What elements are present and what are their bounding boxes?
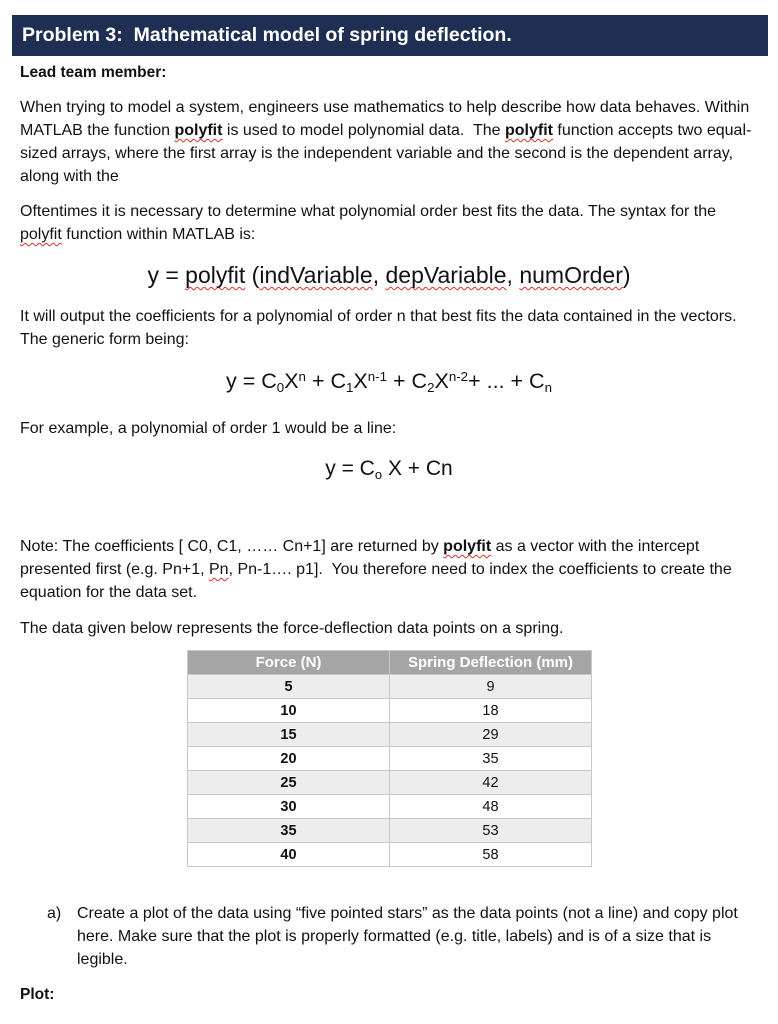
column-header-force: Force (N)	[188, 651, 390, 675]
problem-title-bar	[12, 15, 768, 56]
table-row	[188, 795, 592, 819]
syntax-arg-dependent: depVariable	[385, 262, 507, 288]
formula-subscript: 0	[276, 380, 285, 396]
note-text-1: Note: The coefficients [ C0, C1, …… Cn+1] are returned by	[20, 538, 444, 555]
syntax-close-paren: )	[622, 262, 631, 288]
example-paragraph: For example, a polynomial of order 1 would be a line:	[20, 420, 397, 437]
formula-subscript: 1	[346, 380, 354, 396]
intro-text-2: is used to model polynomial data. The	[222, 122, 505, 139]
syntax-separator: ,	[372, 262, 386, 288]
syntax-intro-paragraph	[20, 200, 745, 246]
formula-subscript: 2	[427, 380, 435, 396]
formula-part: X	[284, 369, 299, 393]
deflection-cell: 58	[390, 843, 592, 867]
note-pn: Pn	[209, 561, 229, 578]
table-header-row	[188, 651, 592, 675]
table-row	[188, 843, 592, 867]
table-row	[188, 747, 592, 771]
table-row	[188, 699, 592, 723]
formula-exponent: n	[298, 368, 306, 384]
polyfit-keyword: polyfit	[443, 538, 492, 555]
syntax-open-paren: (	[245, 262, 260, 288]
generic-polynomial-formula	[0, 366, 778, 396]
linear-example-formula	[0, 454, 778, 484]
note-text-2: as a vector with the intercept presented first (e.g. Pn+1,	[20, 538, 704, 578]
table-row	[188, 771, 592, 795]
data-intro-paragraph: The data given below represents the force-deflection data points on a spring.	[20, 620, 564, 637]
formula-part: X	[353, 369, 368, 393]
deflection-cell: 53	[390, 819, 592, 843]
force-cell: 20	[188, 747, 390, 771]
formula-subscript: o	[374, 467, 383, 483]
polyfit-keyword: polyfit	[504, 122, 553, 139]
syntax-intro-text-1: Oftentimes it is necessary to determine what polynomial order best fits the data. The syntax for the	[20, 203, 721, 220]
output-paragraph: It will output the coefficients for a polynomial of order n that best fits the data contained in the vectors. The generic form being:	[20, 308, 741, 348]
formula-exponent: n-2	[448, 368, 469, 384]
formula-part: + ... + C	[468, 369, 545, 393]
plot-label: Plot:	[20, 986, 55, 1003]
deflection-cell: 18	[390, 699, 592, 723]
task-marker: a)	[47, 905, 62, 922]
note-paragraph	[20, 535, 755, 604]
formula-part: y = C	[226, 369, 277, 393]
note-text-3: , Pn-1…. p1]. You therefore need to index the coefficients to create the equation for the data set.	[20, 561, 737, 601]
table-row	[188, 819, 592, 843]
formula-part: y = C	[325, 457, 375, 480]
force-cell: 30	[188, 795, 390, 819]
deflection-cell: 42	[390, 771, 592, 795]
deflection-cell: 9	[390, 675, 592, 699]
task-a-text: Create a plot of the data using “five pointed stars” as the data points (not a line) and copy plot here. Make sure that the plot is properly formatted (e.g. title, labels) and is of a size that is legible.	[77, 905, 743, 968]
syntax-arg-order: numOrder	[519, 262, 623, 288]
intro-text-1: When trying to model a system, engineers use mathematics to help describe how data behaves. Within MATLAB the function	[20, 99, 754, 139]
syntax-function-name: polyfit	[185, 262, 246, 288]
intro-paragraph	[20, 96, 765, 188]
polyfit-keyword: polyfit	[174, 122, 223, 139]
table-row	[188, 723, 592, 747]
force-cell: 10	[188, 699, 390, 723]
formula-part: X + Cn	[382, 457, 453, 480]
deflection-cell: 29	[390, 723, 592, 747]
problem-title: Problem 3: Mathematical model of spring deflection.	[22, 24, 512, 46]
formula-part: + C	[387, 369, 428, 393]
column-header-deflection: Spring Deflection (mm)	[390, 651, 592, 675]
formula-part: + C	[305, 369, 346, 393]
force-cell: 5	[188, 675, 390, 699]
polyfit-keyword: polyfit	[20, 226, 62, 243]
force-deflection-table	[187, 650, 592, 867]
lead-team-member-label: Lead team member:	[20, 64, 167, 81]
syntax-intro-text-2: function within MATLAB is:	[61, 226, 256, 243]
force-cell: 35	[188, 819, 390, 843]
table-row	[188, 675, 592, 699]
syntax-lhs: y =	[147, 262, 186, 288]
syntax-separator: ,	[506, 262, 520, 288]
deflection-cell: 48	[390, 795, 592, 819]
syntax-arg-independent: indVariable	[259, 262, 373, 288]
deflection-cell: 35	[390, 747, 592, 771]
polyfit-syntax-line	[0, 260, 778, 290]
force-cell: 40	[188, 843, 390, 867]
force-cell: 15	[188, 723, 390, 747]
force-cell: 25	[188, 771, 390, 795]
formula-subscript: n	[544, 380, 552, 396]
intro-text-3: function accepts two equal-sized arrays, where the first array is the independent variable and the second is the dependent array, along with the	[20, 122, 752, 185]
formula-part: X	[434, 369, 449, 393]
formula-exponent: n-1	[367, 368, 388, 384]
